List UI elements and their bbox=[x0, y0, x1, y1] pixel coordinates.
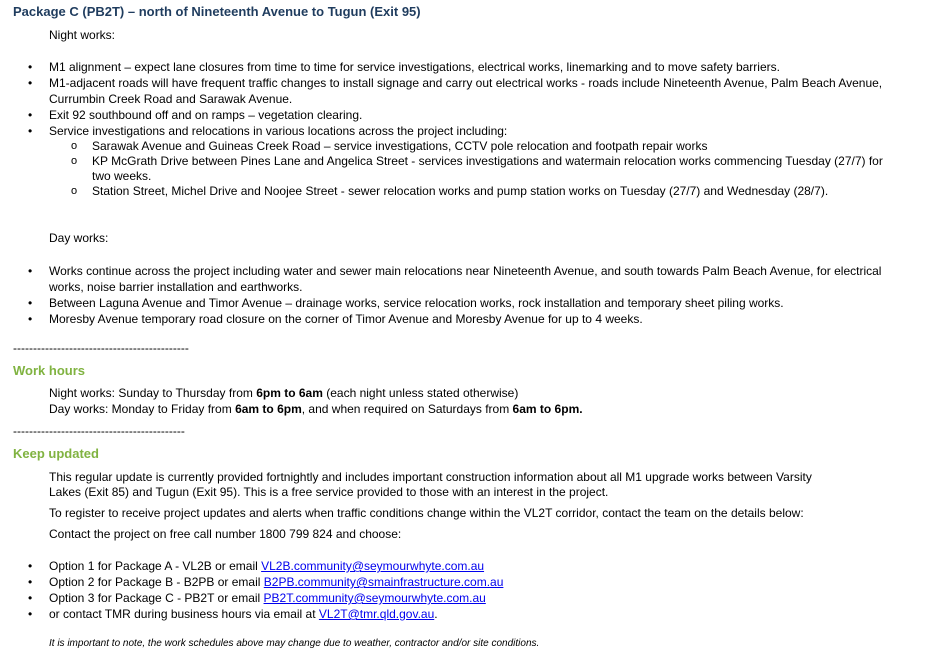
list-item: • M1-adjacent roads will have frequent traffic changes to install signage and carry out electrical works - roads include Nineteenth Avenue, Palm Beach Avenue, Currumbin Creek Road and Sarawak Avenue. bbox=[0, 75, 900, 107]
night-hours-line: Night works: Sunday to Thursday from 6pm to 6am (each night unless stated otherwise) bbox=[49, 386, 519, 400]
tmr-email-link[interactable]: VL2T@tmr.qld.gov.au bbox=[318, 607, 435, 621]
pb2t-email-link[interactable]: PB2T.community@seymourwhyte.com.au bbox=[263, 591, 486, 605]
day-works-label: Day works: bbox=[49, 231, 109, 245]
night-works-label: Night works: bbox=[49, 28, 116, 42]
sub-list-item: o KP McGrath Drive between Pines Lane and Angelica Street - services investigations and watermain relocation works commencing Tuesday (27/7) for two weeks. bbox=[49, 154, 900, 184]
list-item: • Between Laguna Avenue and Timor Avenue – drainage works, service relocation works, rock installation and temporary sheet piling works. bbox=[0, 295, 900, 311]
list-item: • Option 3 for Package C - PB2T or email PB2T.community@seymourwhyte.com.au bbox=[0, 590, 900, 606]
work-hours-heading: Work hours bbox=[13, 363, 85, 378]
contact-paragraph: Contact the project on free call number 1800 799 824 and choose: bbox=[49, 527, 402, 541]
day-works-list bbox=[0, 263, 900, 327]
b2pb-email-link[interactable]: B2PB.community@smainfrastructure.com.au bbox=[263, 575, 504, 589]
list-item: • Moresby Avenue temporary road closure on the corner of Timor Avenue and Moresby Avenue for up to 4 weeks. bbox=[0, 311, 900, 327]
list-item: • or contact TMR during business hours via email at VL2T@tmr.qld.gov.au. bbox=[0, 606, 900, 622]
contact-options-list bbox=[0, 558, 900, 622]
list-item: • M1 alignment – expect lane closures from time to time for service investigations, electrical works, linemarking and to move safety barriers. bbox=[0, 59, 900, 75]
night-works-list bbox=[0, 59, 900, 199]
keep-updated-heading: Keep updated bbox=[13, 446, 99, 461]
sub-list-item: o Sarawak Avenue and Guineas Creek Road – service investigations, CCTV pole relocation and footpath repair works bbox=[49, 139, 900, 154]
list-item: • Exit 92 southbound off and on ramps – vegetation clearing. bbox=[0, 107, 900, 123]
update-paragraph-line2: Lakes (Exit 85) and Tugun (Exit 95). This is a free service provided to those with an interest in the project. bbox=[49, 485, 609, 499]
sub-list-item: o Station Street, Michel Drive and Noojee Street - sewer relocation works and pump station works on Tuesday (27/7) and Wednesday (28/7). bbox=[49, 184, 900, 199]
list-item bbox=[0, 123, 900, 199]
day-hours-line: Day works: Monday to Friday from 6am to 6pm, and when required on Saturdays from 6am to 6pm. bbox=[49, 402, 583, 416]
list-item: • Works continue across the project including water and sewer main relocations near Nineteenth Avenue, and south towards Palm Beach Avenue, for electrical works, noise barrier installation and earthworks. bbox=[0, 263, 900, 295]
list-item-text: Service investigations and relocations in various locations across the project including: bbox=[49, 124, 508, 138]
night-works-sublist bbox=[49, 139, 900, 199]
package-c-heading: Package C (PB2T) – north of Nineteenth Avenue to Tugun (Exit 95) bbox=[13, 4, 421, 19]
disclaimer-note: It is important to note, the work schedules above may change due to weather, contractor and/or site conditions. bbox=[49, 638, 540, 649]
divider: ------------------------------------------- bbox=[13, 424, 185, 438]
register-paragraph: To register to receive project updates and alerts when traffic conditions change within the VL2T corridor, contact the team on the details below: bbox=[49, 506, 804, 520]
update-paragraph-line1: This regular update is currently provided fortnightly and includes important construction information about all M1 upgrade works between Varsity bbox=[49, 470, 812, 484]
list-item: • Option 2 for Package B - B2PB or email B2PB.community@smainfrastructure.com.au bbox=[0, 574, 900, 590]
list-item: • Option 1 for Package A - VL2B or email VL2B.community@seymourwhyte.com.au bbox=[0, 558, 900, 574]
vl2b-email-link[interactable]: VL2B.community@seymourwhyte.com.au bbox=[261, 559, 485, 573]
divider: -------------------------------------------- bbox=[13, 341, 189, 355]
